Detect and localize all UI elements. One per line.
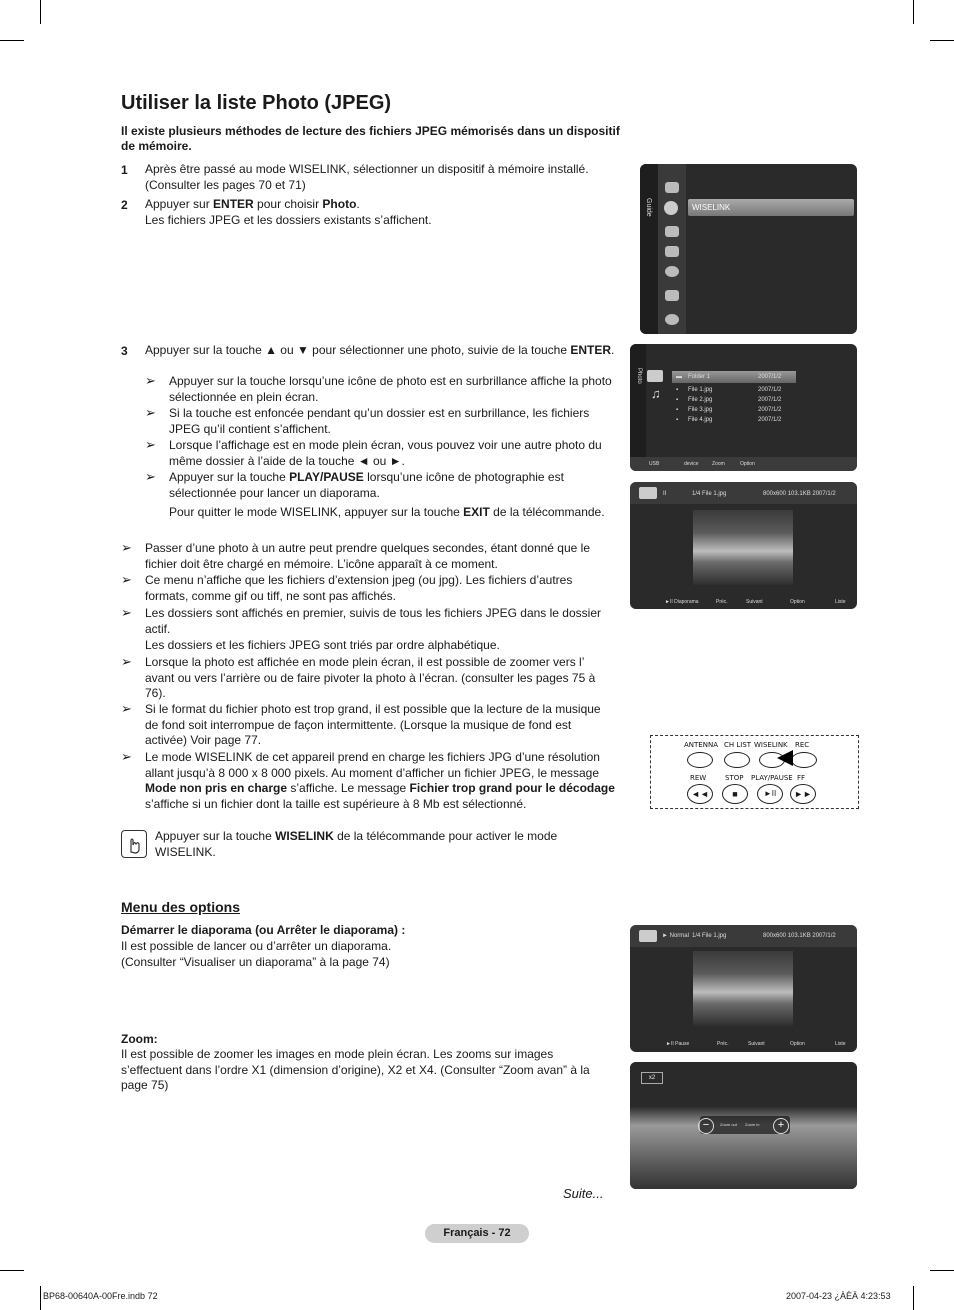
text-run: Pour quitter le mode WISELINK, appuyer sur la touche bbox=[169, 505, 464, 519]
list-row-name[interactable]: File 3.jpg bbox=[688, 407, 713, 413]
text-bold: Fichier trop grand pour le décodage bbox=[409, 781, 615, 795]
key-label-rew: REW bbox=[690, 774, 707, 782]
crop-mark bbox=[0, 40, 24, 41]
crop-mark bbox=[930, 40, 954, 41]
text-run: lorsqu’une icône de photographie est sélectionnée pour lancer un diaporama. bbox=[169, 470, 564, 500]
option-text: Il est possible de zoomer les images en mode plein écran. Les zooms sur images s’effectuent dans l’ordre X1 (dimension d’origine), X2 et X4. (Consulter “Zoom avan” à la page 75) bbox=[121, 1047, 590, 1092]
photo-list-screen bbox=[630, 344, 857, 471]
key-label-wiselink: WISELINK bbox=[754, 741, 788, 749]
footer-device: device bbox=[684, 461, 699, 467]
arrow-bullet-icon: ➢ bbox=[145, 437, 156, 452]
crop-mark bbox=[0, 1270, 24, 1271]
sound-icon bbox=[665, 290, 679, 301]
footer-next[interactable]: Suivant bbox=[748, 1041, 765, 1047]
text-run: de la télécommande. bbox=[489, 505, 605, 519]
key-label-rec: REC bbox=[795, 741, 810, 749]
wiselink-icon bbox=[664, 201, 678, 215]
zoom-control bbox=[700, 1116, 790, 1134]
list-row-name[interactable]: File 1.jpg bbox=[688, 387, 713, 393]
music-icon: ♫ bbox=[651, 386, 661, 401]
footer-list[interactable]: Liste bbox=[835, 1041, 846, 1047]
text-run: Appuyer sur la touche bbox=[155, 829, 276, 843]
text-bold: Mode non pris en charge bbox=[145, 781, 288, 795]
text-run: pour choisir bbox=[253, 197, 323, 211]
note: Si le format du fichier photo est trop grand, il est possible que la lecture de la musique de fond soit interrompue de façon intermittente. (Lorsque la musique de fond est activée) Voir page 77. bbox=[145, 702, 601, 747]
step-2-text bbox=[145, 197, 615, 228]
text-bold: PLAY/PAUSE bbox=[289, 470, 364, 484]
arrow-bullet-icon: ➢ bbox=[121, 701, 132, 716]
arrow-bullet-icon: ➢ bbox=[121, 572, 132, 587]
list-row-name[interactable]: File 2.jpg bbox=[688, 397, 713, 403]
footer-zoom: Zoom bbox=[712, 461, 725, 467]
play-status: II bbox=[663, 491, 667, 497]
arrow-bullet-icon: ➢ bbox=[121, 749, 132, 764]
fast-forward-key[interactable]: ►► bbox=[790, 784, 816, 804]
footer-prev[interactable]: Préc. bbox=[716, 599, 728, 605]
text-run: . bbox=[356, 197, 360, 211]
chlist-key[interactable] bbox=[724, 752, 750, 768]
exit-note bbox=[169, 505, 619, 521]
list-row-date: 2007/1/2 bbox=[758, 387, 782, 393]
zoom-in-label: Zoom in bbox=[745, 1122, 760, 1127]
rewind-key[interactable]: ◄◄ bbox=[687, 784, 713, 804]
text-bold: Photo bbox=[322, 197, 357, 211]
option-title: Démarrer le diaporama (ou Arrêter le diaporama) : bbox=[121, 923, 406, 937]
file-index: 1/4 File 1.jpg bbox=[692, 933, 727, 939]
list-row-date: 2007/1/2 bbox=[758, 407, 782, 413]
text-run: s’affiche si un fichier dont la taille est supérieure à 8 Mb est sélectionné. bbox=[145, 796, 527, 811]
footer-list[interactable]: Liste bbox=[835, 599, 846, 605]
text-run: . bbox=[611, 343, 615, 357]
side-label: Guide bbox=[645, 198, 652, 217]
photo-viewer-screen-2 bbox=[630, 925, 857, 1052]
photo-preview bbox=[693, 951, 793, 1026]
arrow-bullet-icon: ➢ bbox=[121, 540, 132, 555]
file-info: 800x600 103.1KB 2007/1/2 bbox=[763, 933, 836, 939]
option-text: Il est possible de lancer ou d’arrêter un diaporama. (Consulter “Visualiser un diaporama” à la page 74) bbox=[121, 939, 392, 969]
text-run: Le mode WISELINK de cet appareil prend en charge les fichiers JPG d’une résolution allant jusqu’à 8 000 x 8 000 pixels. Au moment d’afficher un fichier JPEG, le message bbox=[145, 750, 600, 780]
file-index: 1/4 File 1.jpg bbox=[692, 491, 727, 497]
sub-note: Lorsque l’affichage est en mode plein écran, vous pouvez voir une autre photo du même dossier à l’aide de la touche ◄ ou ►. bbox=[169, 438, 602, 468]
stop-key[interactable]: ■ bbox=[722, 784, 748, 804]
zoom-level-badge: x2 bbox=[641, 1072, 663, 1084]
footer-diaporama[interactable]: ►II Diaporama bbox=[665, 599, 699, 605]
text-run: s’affiche. Le message bbox=[287, 781, 410, 795]
list-row-date: 2007/1/2 bbox=[758, 397, 782, 403]
step-number: 2 bbox=[121, 198, 128, 212]
footer-date: 2007-04-23 ¿ÀÈÄ 4:23:53 bbox=[786, 1291, 891, 1301]
key-label-stop: STOP bbox=[725, 774, 744, 782]
note: Lorsque la photo est affichée en mode plein écran, il est possible de zoomer vers l’ avant ou vers l’arrière ou de faire pivoter la photo à l’écran. (consulter les pages 75 à 76). bbox=[145, 655, 596, 700]
list-icon bbox=[665, 226, 679, 237]
play-pause-key[interactable]: ►II bbox=[757, 784, 783, 804]
play-status: ► Normal bbox=[662, 933, 689, 939]
step-number: 3 bbox=[121, 344, 128, 358]
note: Ce menu n’affiche que les fichiers d’extension jpeg (ou jpg). Les fichiers d’autres formats, comme gif ou tiff, ne sont pas affichés. bbox=[145, 573, 573, 603]
antenna-icon bbox=[665, 182, 679, 193]
crop-mark bbox=[40, 1286, 41, 1310]
sub-note bbox=[169, 470, 614, 501]
text-bold: WISELINK bbox=[275, 829, 334, 843]
footer-option[interactable]: Option bbox=[790, 1041, 805, 1047]
text-bold: ENTER bbox=[570, 343, 612, 357]
arrow-bullet-icon: ➢ bbox=[121, 654, 132, 669]
footer-file: BP68-00640A-00Fre.indb 72 bbox=[43, 1291, 158, 1301]
remote-control bbox=[650, 735, 859, 809]
footer-option: Option bbox=[740, 461, 755, 467]
sub-note: Appuyer sur la touche lorsqu’une icône de photo est en surbrillance affiche la photo sélectionnée en plein écran. bbox=[169, 374, 612, 404]
footer-pause[interactable]: ►II Pause bbox=[666, 1041, 690, 1047]
note: Les dossiers sont affichés en premier, suivis de tous les fichiers JPEG dans le dossier actif. bbox=[145, 606, 601, 636]
side-bar bbox=[640, 164, 658, 334]
crop-mark bbox=[40, 0, 41, 24]
side-bar bbox=[630, 344, 646, 459]
file-icon: ▪ bbox=[676, 397, 679, 403]
text-run: Appuyer sur la touche ▲ ou ▼ pour sélectionner une photo, suivie de la touche bbox=[145, 343, 571, 357]
pointer-arrow-icon bbox=[777, 750, 793, 766]
arrow-bullet-icon: ➢ bbox=[145, 405, 156, 420]
picture-icon bbox=[665, 246, 679, 257]
footer-usb: USB bbox=[649, 461, 660, 467]
photo-icon bbox=[647, 370, 663, 382]
footer-next[interactable]: Suivant bbox=[746, 599, 763, 605]
page-title: Utiliser la liste Photo (JPEG) bbox=[121, 92, 392, 114]
text-run: Appuyer sur la touche bbox=[169, 470, 290, 484]
gear-icon bbox=[665, 314, 679, 325]
photo-icon bbox=[639, 487, 657, 499]
arrow-bullet-icon: ➢ bbox=[145, 469, 156, 484]
note-extra: Les dossiers et les fichiers JPEG sont triés par ordre alphabétique. bbox=[145, 638, 500, 652]
page-number-badge: Français - 72 bbox=[425, 1224, 529, 1243]
key-label-playpause: PLAY/PAUSE bbox=[751, 774, 793, 782]
photo-icon bbox=[639, 930, 657, 942]
zoom-in-icon[interactable]: + bbox=[773, 1118, 789, 1134]
menu-item-wiselink[interactable] bbox=[688, 199, 854, 216]
crop-mark bbox=[930, 1270, 954, 1271]
note bbox=[145, 750, 615, 812]
step-3-text bbox=[145, 343, 615, 359]
key-label-antenna: ANTENNA bbox=[684, 741, 718, 749]
sub-note: Si la touche est enfoncée pendant qu’un dossier est en surbrillance, les fichiers JPEG qu’il contient s’affichent. bbox=[169, 406, 590, 436]
list-row-date: 2007/1/2 bbox=[758, 417, 782, 423]
text-bold: EXIT bbox=[463, 505, 490, 519]
antenna-key[interactable] bbox=[687, 752, 713, 768]
zoom-out-label: Zoom out bbox=[720, 1122, 737, 1127]
step-1-text: Après être passé au mode WISELINK, sélectionner un dispositif à mémoire installé. (Consulter les pages 70 et 71) bbox=[145, 162, 589, 192]
hand-pointer-icon bbox=[121, 830, 147, 858]
file-icon: ▪ bbox=[676, 387, 679, 393]
suite-label: Suite... bbox=[563, 1186, 604, 1201]
photo-preview bbox=[693, 510, 793, 585]
footer-prev[interactable]: Préc. bbox=[717, 1041, 729, 1047]
list-row-name[interactable]: Folder 1 bbox=[688, 374, 711, 380]
list-row-name[interactable]: File 4.jpg bbox=[688, 417, 713, 423]
arrow-bullet-icon: ➢ bbox=[145, 373, 156, 388]
step-number: 1 bbox=[121, 163, 128, 177]
key-label-chlist: CH LIST bbox=[724, 741, 752, 749]
text-run: de la télécommande pour activer le mode WISELINK. bbox=[155, 829, 558, 859]
zoom-screen bbox=[630, 1062, 857, 1189]
key-label-ff: FF bbox=[797, 774, 806, 782]
zoom-out-icon[interactable]: − bbox=[698, 1118, 714, 1134]
note: Passer d’une photo à un autre peut prendre quelques secondes, étant donné que le fichier doit être chargé en mémoire. L’icône apparaît à ce moment. bbox=[145, 541, 591, 571]
crop-mark bbox=[913, 1286, 914, 1310]
side-label: Photo bbox=[636, 368, 642, 384]
tip-text bbox=[155, 829, 595, 860]
photo-viewer-screen bbox=[630, 482, 857, 609]
guide-screen bbox=[640, 164, 857, 334]
file-icon: ▪ bbox=[676, 417, 679, 423]
file-info: 800x600 103.1KB 2007/1/2 bbox=[763, 491, 836, 497]
text-bold: ENTER bbox=[213, 197, 254, 211]
menu-item-label: WISELINK bbox=[692, 203, 731, 212]
rec-key[interactable] bbox=[791, 752, 817, 768]
globe-icon bbox=[665, 266, 679, 277]
option-title: Zoom: bbox=[121, 1032, 158, 1046]
arrow-bullet-icon: ➢ bbox=[121, 605, 132, 620]
file-icon: ▪ bbox=[676, 407, 679, 413]
options-heading: Menu des options bbox=[121, 899, 240, 915]
crop-mark bbox=[913, 0, 914, 24]
footer-option[interactable]: Option bbox=[790, 599, 805, 605]
intro-text: Il existe plusieurs méthodes de lecture des fichiers JPEG mémorisés dans un dispositif de mémoire. bbox=[121, 124, 620, 153]
text-run: Appuyer sur bbox=[145, 197, 214, 211]
list-row-date: 2007/1/2 bbox=[758, 374, 782, 380]
text-run: Les fichiers JPEG et les dossiers existants s’affichent. bbox=[145, 212, 432, 227]
folder-icon: ▬ bbox=[676, 374, 682, 380]
